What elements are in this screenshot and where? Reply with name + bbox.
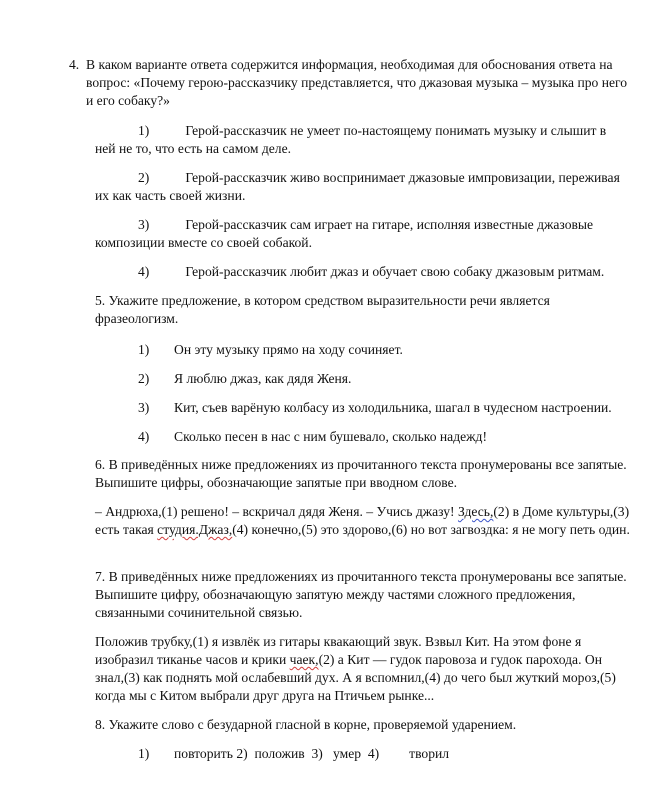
option-number: 1)	[138, 746, 150, 761]
option-text: Сколько песен в нас с ним бушевало, сколько надежд!	[174, 429, 487, 444]
spellcheck-word: Здесь,	[457, 504, 494, 519]
question-4-option-3	[95, 216, 625, 252]
spellcheck-word: студия.Джаз,	[157, 522, 233, 537]
option-text: творил	[409, 746, 450, 761]
option-number: 1)	[138, 342, 150, 357]
question-5-option-3	[138, 399, 612, 417]
question-4-number: 4.	[69, 57, 80, 72]
question-7-text: 7. В приведённых ниже предложениях из прочитанного текста пронумерованы все запятые. Выпишите цифру, обозначающую запятую между частями сложного предложения, связанными сочинительной связью.	[95, 569, 627, 620]
option-number: 4)	[138, 264, 150, 279]
option-number: 3)	[138, 400, 150, 415]
question-6-text: 6. В приведённых ниже предложениях из прочитанного текста пронумерованы все запятые. Выпишите цифры, обозначающие запятые при вводном слове.	[95, 457, 627, 490]
question-7-passage	[95, 633, 630, 705]
question-4	[69, 56, 629, 110]
question-4-option-2	[95, 169, 625, 205]
option-text: Я люблю джаз, как дядя Женя.	[174, 371, 352, 386]
question-5-option-2	[138, 370, 351, 388]
passage-text: (2) а Кит — гудок паровоза и гудок парохода. Он знал,(3) как поднять мой ослабевший дух. А я вспомнил,(4) до чего был жуткий мороз,(5) когда мы с Китом выбрали друг друга на Птичьем рынке...	[95, 652, 616, 703]
option-text: Герой-рассказчик любит джаз и обучает свою собаку джазовым ритмам.	[185, 264, 605, 279]
passage-text: (4) конечно,(5) это здорово,(6) но вот загвоздка: я не могу петь один.	[232, 522, 630, 537]
question-5-option-4	[138, 428, 487, 446]
passage-text: Положив трубку,(1) я извлёк из гитары квакающий звук. Взвыл Кит. На этом фоне я изобразил тиканье часов и крики	[95, 634, 582, 667]
question-8-options	[138, 745, 449, 763]
option-text: Кит, съев варёную колбасу из холодильника, шагал в чудесном настроении.	[174, 400, 612, 415]
option-text: Герой-рассказчик живо воспринимает джазовые импровизации, переживая их как часть своей жизни.	[95, 170, 620, 203]
spellcheck-word: чаек,	[289, 652, 319, 667]
question-4-option-1	[95, 122, 625, 158]
option-text: Герой-рассказчик сам играет на гитаре, исполняя известные джазовые композиции вместе со своей собакой.	[95, 217, 594, 250]
question-6-passage	[95, 503, 630, 539]
option-text: Он эту музыку прямо на ходу сочиняет.	[174, 342, 403, 357]
question-4-option-4	[95, 263, 625, 281]
option-number: 2)	[138, 371, 150, 386]
question-4-text: В каком варианте ответа содержится информация, необходимая для обоснования ответа на вопрос: «Почему герою-рассказчику представляется, что джазовая музыка – музыка про него и его собаку?»	[86, 57, 628, 108]
question-5-option-1	[138, 341, 403, 359]
option-text: повторить 2) положив 3) умер 4)	[174, 746, 380, 761]
option-number: 4)	[138, 429, 150, 444]
option-text: Герой-рассказчик не умеет по-настоящему понимать музыку и слышит в ней не то, что есть на самом деле.	[95, 123, 607, 156]
option-number: 3)	[138, 217, 150, 232]
option-number: 2)	[138, 170, 150, 185]
option-number: 1)	[138, 123, 150, 138]
question-5-text: 5. Укажите предложение, в котором средством выразительности речи является фразеологизм.	[95, 293, 550, 326]
passage-text: (2) в Доме культуры,(3) есть такая	[95, 504, 630, 537]
question-8-text: 8. Укажите слово с безударной гласной в корне, проверяемой ударением.	[95, 717, 517, 732]
passage-text: – Андрюха,(1) решено! – вскричал дядя Женя. – Учись джазу!	[95, 504, 458, 519]
